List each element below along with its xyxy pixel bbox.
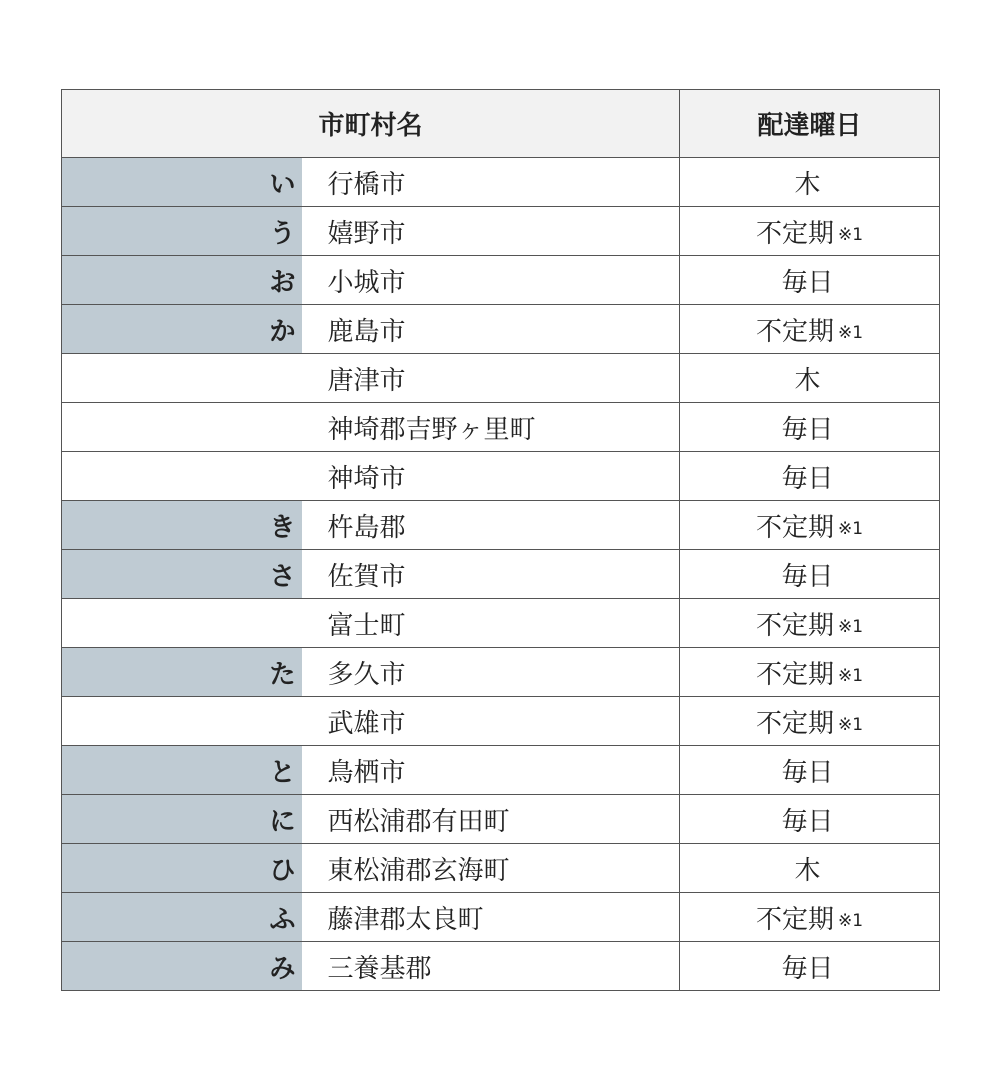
- table-row: [62, 942, 940, 991]
- municipality-name-cell: 武雄市: [302, 697, 680, 746]
- delivery-day-cell: [680, 158, 940, 207]
- delivery-day-cell: [680, 550, 940, 599]
- municipality-name-cell: 東松浦郡玄海町: [302, 844, 680, 893]
- municipality-name-cell: 富士町: [302, 599, 680, 648]
- municipality-header: 市町村名: [62, 90, 680, 158]
- table-row: [62, 354, 940, 403]
- delivery-day-cell: [680, 648, 940, 697]
- delivery-day-cell: [680, 893, 940, 942]
- note-mark: ※1: [837, 665, 864, 686]
- delivery-day-cell: [680, 207, 940, 256]
- kana-index-cell: お: [62, 256, 302, 305]
- delivery-day-cell: [680, 305, 940, 354]
- delivery-day-text: 不定期: [755, 512, 834, 543]
- kana-index-cell: か: [62, 305, 302, 354]
- delivery-day-text: 不定期: [755, 659, 834, 690]
- kana-index-cell: う: [62, 207, 302, 256]
- note-mark: ※1: [837, 910, 864, 931]
- municipality-name-cell: 佐賀市: [302, 550, 680, 599]
- municipality-name-cell: 鳥栖市: [302, 746, 680, 795]
- delivery-day-text: 不定期: [755, 708, 834, 739]
- kana-index-cell: に: [62, 795, 302, 844]
- note-mark: ※1: [837, 322, 864, 343]
- delivery-day-text: 毎日: [781, 757, 834, 788]
- table-row: [62, 599, 940, 648]
- delivery-day-text: 木: [794, 169, 821, 200]
- table-row: [62, 697, 940, 746]
- municipality-name-cell: 神埼市: [302, 452, 680, 501]
- kana-index-cell: [62, 403, 302, 452]
- kana-index-cell: さ: [62, 550, 302, 599]
- delivery-day-cell: [680, 256, 940, 305]
- delivery-day-text: 不定期: [755, 218, 834, 249]
- table-row: [62, 452, 940, 501]
- table-row: [62, 403, 940, 452]
- delivery-day-cell: [680, 795, 940, 844]
- table-row: [62, 256, 940, 305]
- delivery-day-cell: [680, 354, 940, 403]
- municipality-name-cell: 三養基郡: [302, 942, 680, 991]
- municipality-name-cell: 唐津市: [302, 354, 680, 403]
- table-header-row: [62, 90, 940, 158]
- delivery-day-text: 毎日: [781, 561, 834, 592]
- delivery-day-text: 木: [794, 855, 821, 886]
- kana-index-cell: [62, 599, 302, 648]
- delivery-day-text: 毎日: [781, 806, 834, 837]
- table-row: [62, 305, 940, 354]
- delivery-day-text: 木: [794, 365, 821, 396]
- delivery-day-text: 不定期: [755, 904, 834, 935]
- table-row: [62, 795, 940, 844]
- note-mark: ※1: [837, 518, 864, 539]
- delivery-day-text: 毎日: [781, 463, 834, 494]
- delivery-day-text: 不定期: [755, 316, 834, 347]
- table-row: [62, 501, 940, 550]
- municipality-name-cell: 藤津郡太良町: [302, 893, 680, 942]
- note-mark: ※1: [837, 224, 864, 245]
- kana-index-cell: [62, 452, 302, 501]
- municipality-name-cell: 行橋市: [302, 158, 680, 207]
- delivery-day-cell: [680, 403, 940, 452]
- kana-index-cell: た: [62, 648, 302, 697]
- delivery-day-cell: [680, 942, 940, 991]
- kana-index-cell: い: [62, 158, 302, 207]
- kana-index-cell: [62, 354, 302, 403]
- table-row: [62, 550, 940, 599]
- delivery-day-cell: [680, 452, 940, 501]
- municipality-name-cell: 西松浦郡有田町: [302, 795, 680, 844]
- municipality-name-cell: 多久市: [302, 648, 680, 697]
- kana-index-cell: ひ: [62, 844, 302, 893]
- delivery-day-text: 毎日: [781, 414, 834, 445]
- table-row: [62, 844, 940, 893]
- table-row: [62, 158, 940, 207]
- kana-index-cell: き: [62, 501, 302, 550]
- table-body: [62, 158, 940, 991]
- table-row: [62, 648, 940, 697]
- municipality-name-cell: 神埼郡吉野ヶ里町: [302, 403, 680, 452]
- delivery-day-cell: [680, 501, 940, 550]
- kana-index-cell: [62, 697, 302, 746]
- note-mark: ※1: [837, 714, 864, 735]
- delivery-day-cell: [680, 599, 940, 648]
- delivery-day-cell: [680, 697, 940, 746]
- delivery-day-cell: [680, 844, 940, 893]
- delivery-day-cell: [680, 746, 940, 795]
- table-row: [62, 746, 940, 795]
- delivery-day-text: 不定期: [755, 610, 834, 641]
- kana-index-cell: ふ: [62, 893, 302, 942]
- municipality-name-cell: 嬉野市: [302, 207, 680, 256]
- delivery-day-text: 毎日: [781, 953, 834, 984]
- note-mark: ※1: [837, 616, 864, 637]
- delivery-day-header: 配達曜日: [680, 90, 940, 158]
- kana-index-cell: み: [62, 942, 302, 991]
- municipality-name-cell: 小城市: [302, 256, 680, 305]
- delivery-schedule-table: [61, 89, 940, 991]
- kana-index-cell: と: [62, 746, 302, 795]
- delivery-day-text: 毎日: [781, 267, 834, 298]
- municipality-name-cell: 杵島郡: [302, 501, 680, 550]
- municipality-name-cell: 鹿島市: [302, 305, 680, 354]
- table-row: [62, 893, 940, 942]
- table-row: [62, 207, 940, 256]
